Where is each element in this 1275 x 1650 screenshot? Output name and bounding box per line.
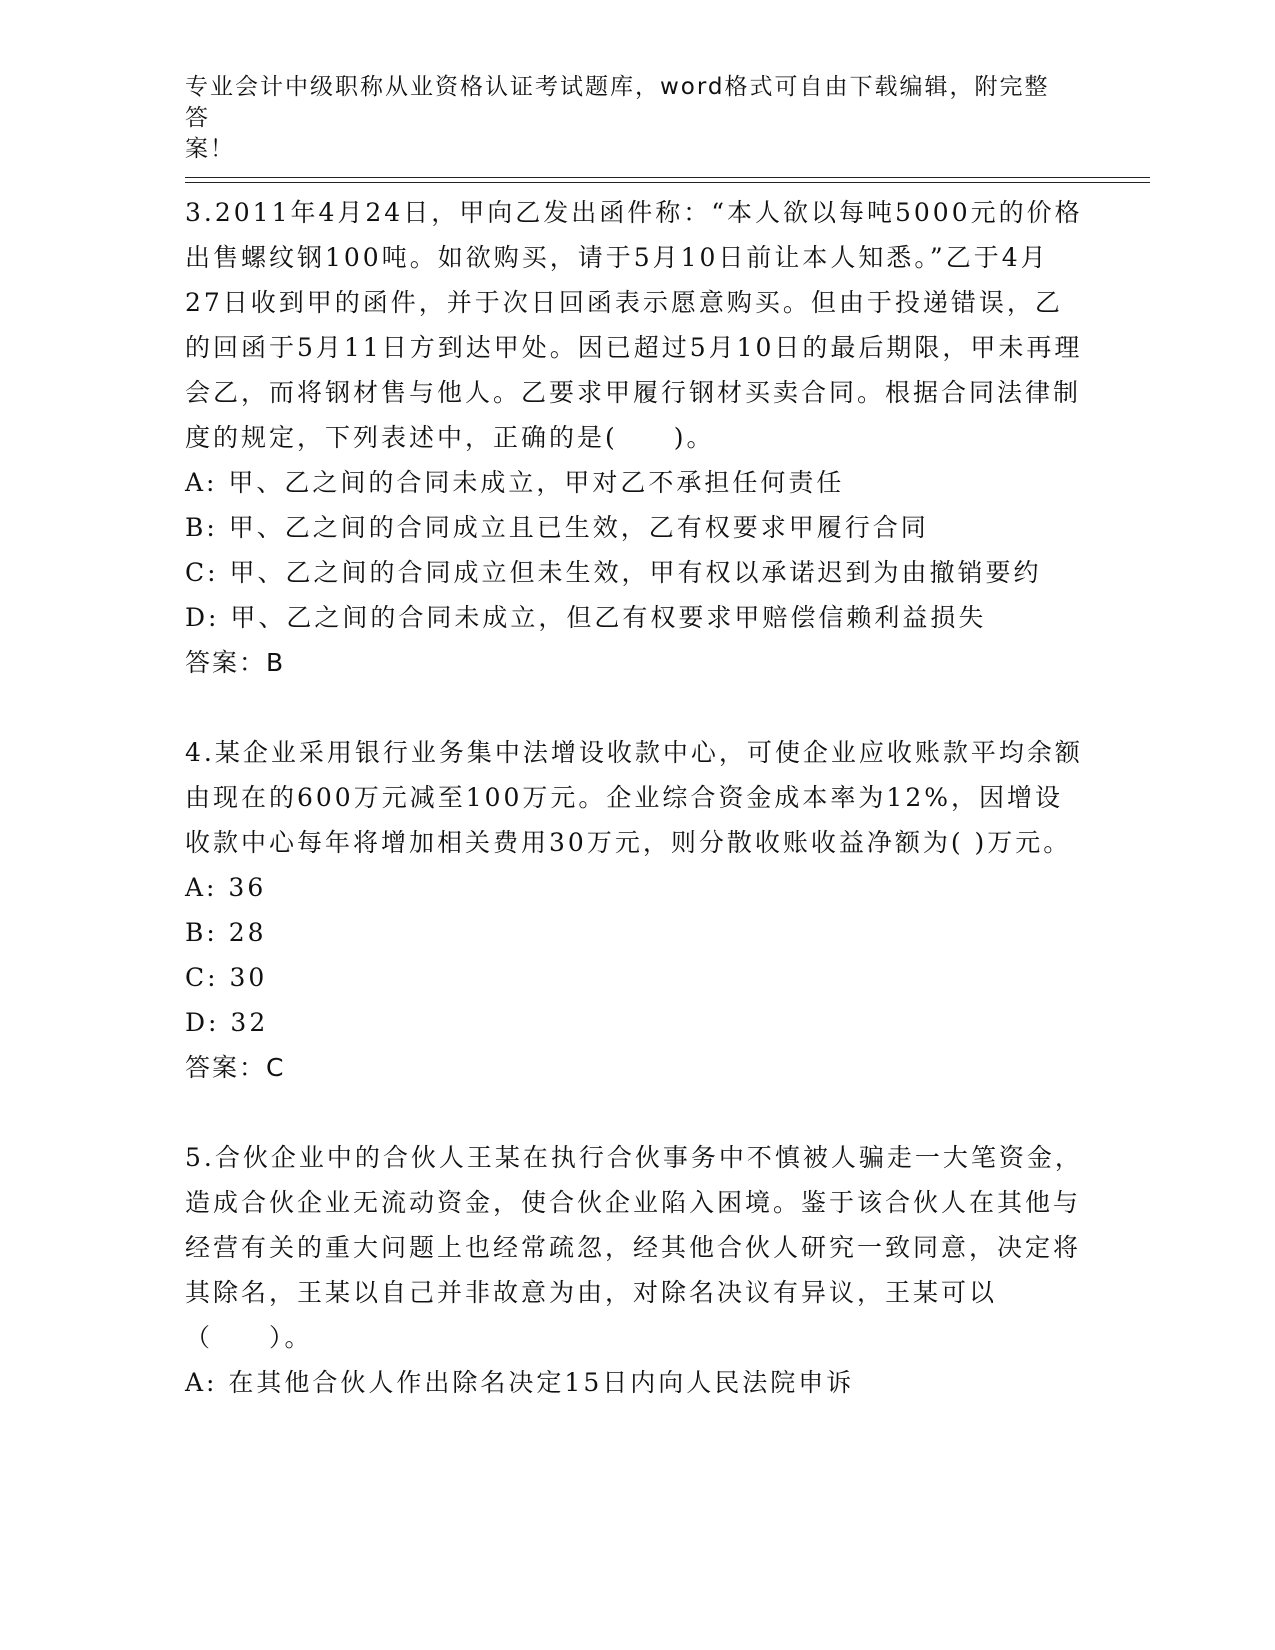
option-b: B: 甲、乙之间的合同成立且已生效，乙有权要求甲履行合同 xyxy=(185,513,929,542)
question-5 xyxy=(185,1135,1085,1405)
question-3 xyxy=(185,190,1085,685)
answer-label: 答案：B xyxy=(185,648,286,677)
option-d: D: 甲、乙之间的合同未成立，但乙有权要求甲赔偿信赖利益损失 xyxy=(185,603,987,632)
question-text: 4.某企业采用银行业务集中法增设收款中心，可使企业应收账款平均余额由现在的600万元减至100万元。企业综合资金成本率为12%，因增设收款中心每年将增加相关费用30万元，则分散收账收益净额为( )万元。 xyxy=(185,738,1083,857)
question-4 xyxy=(185,730,1085,1090)
option-a: A: 甲、乙之间的合同未成立，甲对乙不承担任何责任 xyxy=(185,468,845,497)
option-a: A: 在其他合伙人作出除名决定15日内向人民法院申诉 xyxy=(185,1368,855,1397)
answer-label: 答案：C xyxy=(185,1053,286,1082)
header-line-2: 案！ xyxy=(185,136,235,162)
option-d: D: 32 xyxy=(185,1008,269,1037)
question-list xyxy=(185,190,1085,1405)
question-text: 5.合伙企业中的合伙人王某在执行合伙事务中不慎被人骗走一大笔资金，造成合伙企业无流动资金，使合伙企业陷入困境。鉴于该合伙人在其他与经营有关的重大问题上也经常疏忽，经其他合伙人研究一致同意，决定将其除名，王某以自己并非故意为由，对除名决议有异议，王某可以（ ）。 xyxy=(185,1143,1083,1352)
header-line-1: 专业会计中级职称从业资格认证考试题库，word格式可自由下载编辑，附完整答 xyxy=(185,74,1050,131)
option-c: C: 甲、乙之间的合同成立但未生效，甲有权以承诺迟到为由撤销要约 xyxy=(185,558,1042,587)
option-c: C: 30 xyxy=(185,963,268,992)
header-divider-bottom xyxy=(185,182,1150,183)
header-divider-top xyxy=(185,177,1150,178)
question-text: 3.2011年4月24日，甲向乙发出函件称：“本人欲以每吨5000元的价格出售螺纹钢100吨。如欲购买，请于5月10日前让本人知悉。”乙于4月27日收到甲的函件，并于次日回函表示愿意购买。但由于投递错误，乙的回函于5月11日方到达甲处。因已超过5月10日的最后期限，甲未再理会乙，而将钢材售与他人。乙要求甲履行钢材买卖合同。根据合同法律制度的规定，下列表述中，正确的是( )。 xyxy=(185,198,1083,452)
option-b: B: 28 xyxy=(185,918,267,947)
page-header xyxy=(185,72,1065,165)
option-a: A: 36 xyxy=(185,873,267,902)
